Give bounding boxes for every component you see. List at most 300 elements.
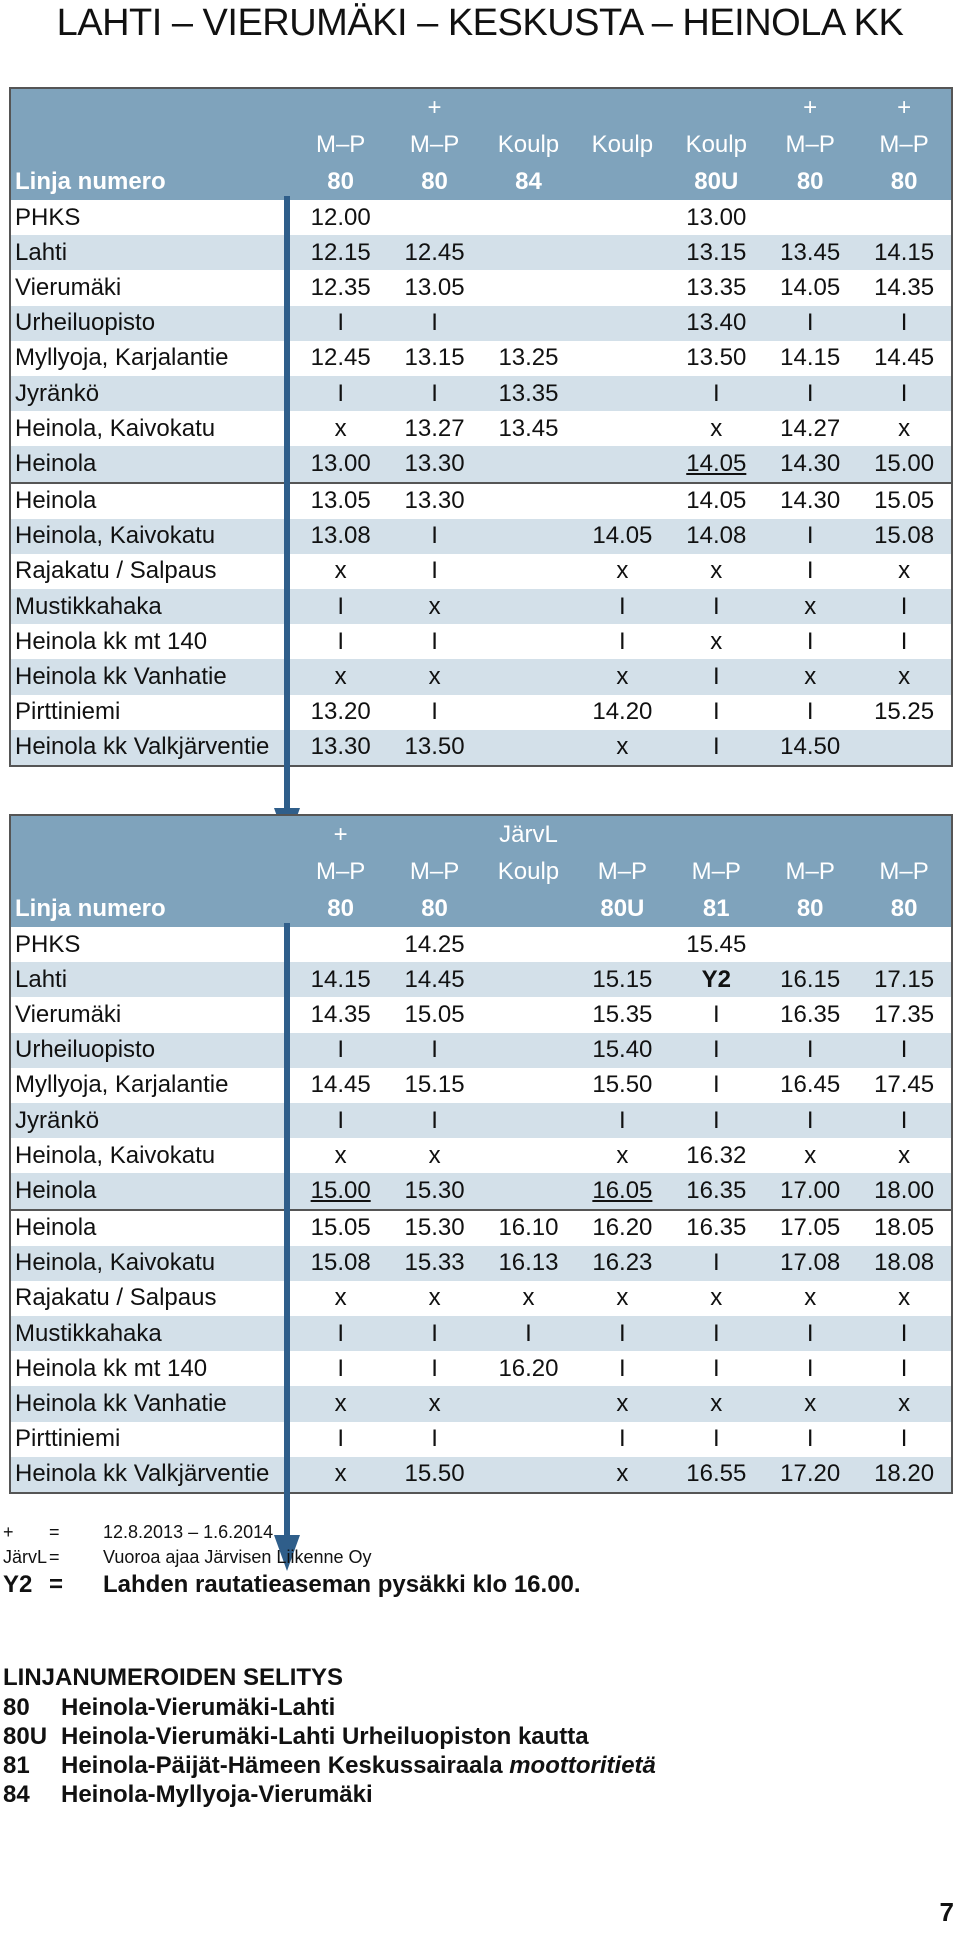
- departure-time: 15.05: [874, 487, 935, 515]
- departure-time: 16.20: [498, 1354, 559, 1382]
- legend-symbol: Y2: [3, 1571, 33, 1598]
- departure-time: 13.20: [310, 698, 371, 726]
- stop-name: Heinola kk Valkjärventie: [15, 733, 270, 761]
- header-type: Koulp: [685, 130, 747, 158]
- route-explanation: [3, 1694, 656, 1723]
- departure-time: 14.30: [780, 449, 841, 477]
- stop-name: Heinola: [15, 1176, 97, 1204]
- departure-time: I: [431, 1319, 438, 1347]
- departure-time: 17.45: [874, 1071, 935, 1099]
- departure-time: x: [710, 1390, 723, 1418]
- departure-time: 14.05: [592, 522, 653, 550]
- table-row: [11, 695, 951, 730]
- departure-time: x: [804, 1284, 817, 1312]
- departure-time: 17.20: [780, 1460, 841, 1488]
- departure-time: 12.35: [310, 273, 371, 301]
- departure-time: 14.05: [686, 487, 747, 515]
- route-code: 80: [3, 1694, 30, 1721]
- departure-time: 17.15: [874, 965, 935, 993]
- departure-time: I: [900, 1425, 908, 1453]
- departure-time: x: [428, 1284, 441, 1312]
- departure-time: x: [616, 1390, 629, 1418]
- legend-equals: =: [49, 1547, 60, 1567]
- departure-time: 14.35: [874, 273, 935, 301]
- departure-time: x: [334, 1390, 347, 1418]
- table-row: [11, 659, 951, 694]
- departure-time: 17.05: [780, 1214, 841, 1242]
- header-line: 80U: [600, 894, 645, 922]
- departure-time: x: [616, 663, 629, 691]
- stop-name: Heinola kk mt 140: [15, 627, 208, 655]
- stop-name: Vierumäki: [15, 273, 122, 301]
- departure-time: I: [806, 698, 814, 726]
- departure-time: 12.45: [404, 238, 465, 266]
- departure-time: I: [806, 557, 814, 585]
- stop-name: Heinola: [15, 1214, 97, 1242]
- departure-time: I: [712, 592, 720, 620]
- departure-time: I: [431, 379, 438, 407]
- stop-name: Heinola, Kaivokatu: [15, 522, 216, 550]
- departure-time: 15.05: [310, 1214, 371, 1242]
- stop-name: PHKS: [15, 930, 81, 958]
- table-row: [11, 1138, 951, 1173]
- table-row: [11, 376, 951, 411]
- departure-time: I: [525, 1319, 532, 1347]
- table-row: [11, 1173, 951, 1208]
- departure-time: 13.15: [686, 238, 747, 266]
- departure-time: I: [619, 1106, 626, 1134]
- departure-time: 14.15: [310, 965, 371, 993]
- departure-time: 15.08: [310, 1249, 371, 1277]
- departure-time: 13.15: [404, 344, 465, 372]
- departure-time: 13.50: [686, 344, 747, 372]
- stop-name: Heinola kk Vanhatie: [15, 663, 227, 691]
- header-line: 80: [327, 894, 354, 922]
- stop-name: Heinola: [15, 487, 97, 515]
- stop-name: Myllyoja, Karjalantie: [15, 344, 229, 372]
- departure-time: 13.45: [498, 414, 559, 442]
- route-number-label: Linja numero: [15, 894, 166, 922]
- departure-time: x: [898, 1390, 911, 1418]
- table-row: [11, 554, 951, 589]
- departure-time: 18.08: [874, 1249, 935, 1277]
- departure-time: 16.35: [686, 1176, 747, 1204]
- departure-time: x: [804, 663, 817, 691]
- departure-time: x: [898, 1284, 911, 1312]
- route-code: 81: [3, 1752, 30, 1779]
- table-row: [11, 962, 951, 997]
- departure-time: I: [806, 627, 814, 655]
- departure-time: 16.35: [686, 1214, 747, 1242]
- departure-time: I: [337, 1106, 344, 1134]
- header-type: M–P: [879, 130, 929, 158]
- table-row: [11, 1103, 951, 1138]
- stop-name: Heinola kk Valkjärventie: [15, 1460, 270, 1488]
- departure-time: 15.45: [686, 930, 747, 958]
- route-number-label: Linja numero: [15, 167, 166, 195]
- departure-time: 13.00: [310, 449, 371, 477]
- table-row: [11, 1033, 951, 1068]
- route-explanation: [3, 1723, 656, 1752]
- legend-symbol: +: [3, 1522, 14, 1542]
- table-row: [11, 1351, 951, 1386]
- departure-time: I: [900, 1106, 908, 1134]
- departure-time: 14.27: [780, 414, 841, 442]
- header-type: M–P: [597, 857, 648, 885]
- departure-time: 16.32: [686, 1141, 747, 1169]
- stop-name: Jyränkö: [15, 1106, 100, 1134]
- departure-time: I: [806, 379, 814, 407]
- table-row: [11, 589, 951, 624]
- departure-time: I: [619, 1319, 626, 1347]
- departure-time: 16.35: [780, 1000, 841, 1028]
- departure-time: I: [900, 309, 908, 337]
- table-row: [11, 1209, 951, 1246]
- departure-time: x: [710, 414, 723, 442]
- page-number: 7: [939, 1897, 954, 1927]
- departure-time: x: [804, 592, 817, 620]
- legend-item: [3, 1545, 581, 1570]
- route-description: Heinola-Myllyoja-Vierumäki: [61, 1781, 373, 1808]
- departure-time: I: [900, 379, 908, 407]
- route-explanations: [3, 1664, 656, 1810]
- departure-time: 14.45: [404, 965, 465, 993]
- header-line: 80: [421, 894, 448, 922]
- header-line: 80: [796, 894, 824, 922]
- departure-time: I: [712, 1319, 720, 1347]
- route-explanations-title: LINJANUMEROIDEN SELITYS: [3, 1664, 344, 1691]
- header-type: M–P: [315, 857, 366, 885]
- table-row: [11, 446, 951, 481]
- table-row: [11, 997, 951, 1032]
- departure-time: 15.30: [404, 1214, 465, 1242]
- timetable-rows: [11, 927, 951, 1492]
- header-line: 84: [515, 167, 542, 195]
- page-title: LAHTI – VIERUMÄKI – KESKUSTA – HEINOLA KK: [56, 2, 904, 44]
- header-type: M–P: [879, 857, 929, 885]
- departure-time: 15.50: [404, 1460, 465, 1488]
- departure-time: 15.40: [592, 1036, 653, 1064]
- departure-time: 12.15: [310, 238, 371, 266]
- departure-time: x: [898, 1141, 911, 1169]
- header-type: M–P: [691, 857, 741, 885]
- departure-time: I: [431, 627, 438, 655]
- header-mark: +: [427, 93, 442, 121]
- departure-time: 13.08: [310, 522, 371, 550]
- stop-name: Urheiluopisto: [15, 309, 156, 337]
- departure-time: I: [337, 379, 344, 407]
- departure-time: x: [804, 1390, 817, 1418]
- departure-time: 13.00: [686, 203, 747, 231]
- departure-time: 16.05: [592, 1176, 653, 1204]
- stop-name: Urheiluopisto: [15, 1036, 156, 1064]
- departure-time: x: [616, 557, 629, 585]
- departure-time: I: [900, 1319, 908, 1347]
- stop-name: Heinola kk mt 140: [15, 1354, 208, 1382]
- direction-arrow-icon: [274, 196, 300, 845]
- departure-time: 14.45: [874, 344, 935, 372]
- departure-time: x: [616, 1460, 629, 1488]
- departure-time: x: [428, 663, 441, 691]
- table-row: [11, 1246, 951, 1281]
- header-line: 80: [890, 894, 918, 922]
- table-row: [11, 1316, 951, 1351]
- header-type: Koulp: [497, 857, 560, 885]
- departure-time: I: [431, 1106, 438, 1134]
- header-line: 80: [890, 167, 918, 195]
- departure-time: 17.00: [780, 1176, 841, 1204]
- departure-time: I: [712, 698, 720, 726]
- departure-time: I: [431, 1354, 438, 1382]
- route-description: Heinola-Päijät-Hämeen Keskussairaala moottoritietä: [61, 1752, 656, 1779]
- departure-time: 17.08: [780, 1249, 841, 1277]
- table-row: [11, 519, 951, 554]
- departure-time: x: [334, 1460, 347, 1488]
- departure-time: 15.15: [592, 965, 653, 993]
- departure-time: x: [334, 1284, 347, 1312]
- departure-time: I: [712, 1071, 720, 1099]
- departure-time: 16.20: [592, 1214, 653, 1242]
- departure-time: x: [522, 1284, 535, 1312]
- departure-time: 12.00: [310, 203, 371, 231]
- stop-name: Heinola, Kaivokatu: [15, 1249, 216, 1277]
- stop-name: PHKS: [15, 203, 81, 231]
- departure-time: I: [337, 627, 344, 655]
- departure-time: I: [806, 309, 814, 337]
- departure-time: 15.35: [592, 1000, 653, 1028]
- stop-name: Myllyoja, Karjalantie: [15, 1071, 229, 1099]
- departure-time: 16.55: [686, 1460, 747, 1488]
- stop-name: Vierumäki: [15, 1000, 122, 1028]
- header-line: 81: [702, 894, 730, 922]
- route-explanation: [3, 1781, 656, 1810]
- departure-time: 15.05: [404, 1000, 465, 1028]
- departure-time: 13.25: [498, 344, 559, 372]
- route-description-emphasis: moottoritietä: [509, 1752, 656, 1779]
- stop-name: Mustikkahaka: [15, 592, 162, 620]
- departure-time: I: [806, 1319, 814, 1347]
- timetable-header: [11, 816, 951, 927]
- departure-time: I: [431, 1036, 438, 1064]
- departure-time: 15.30: [404, 1176, 465, 1204]
- departure-time: I: [806, 1425, 814, 1453]
- departure-time: I: [712, 379, 720, 407]
- legend-symbol: JärvL: [3, 1547, 48, 1567]
- table-row: [11, 1422, 951, 1457]
- route-code: 80U: [3, 1723, 48, 1750]
- departure-time: 15.15: [404, 1071, 465, 1099]
- departure-time: x: [710, 557, 723, 585]
- departure-time: 16.13: [498, 1249, 559, 1277]
- departure-time: x: [898, 663, 911, 691]
- departure-time: 15.25: [874, 698, 935, 726]
- departure-time: I: [806, 1036, 814, 1064]
- legend-equals: =: [49, 1571, 64, 1598]
- stop-name: Heinola: [15, 449, 97, 477]
- departure-time: 13.35: [498, 379, 559, 407]
- departure-time: 14.35: [310, 1000, 371, 1028]
- departure-time: I: [806, 1106, 814, 1134]
- stop-name: Lahti: [15, 238, 68, 266]
- stop-name: Pirttiniemi: [15, 698, 121, 726]
- departure-time: I: [431, 557, 438, 585]
- departure-time: I: [619, 1354, 626, 1382]
- departure-time: I: [806, 1354, 814, 1382]
- header-type: M–P: [785, 857, 835, 885]
- route-explanation: [3, 1752, 656, 1781]
- table-row: [11, 1386, 951, 1421]
- departure-time: 14.20: [592, 698, 653, 726]
- stop-name: Rajakatu / Salpaus: [15, 1284, 217, 1312]
- header-type: Koulp: [591, 130, 654, 158]
- table-row: [11, 1281, 951, 1316]
- header-mark: +: [897, 93, 912, 121]
- route-description: Heinola-Vierumäki-Lahti: [61, 1694, 336, 1721]
- departure-time: I: [619, 627, 626, 655]
- departure-time: I: [431, 522, 438, 550]
- departure-time: I: [900, 1354, 908, 1382]
- table-row: [11, 411, 951, 446]
- departure-time: 13.50: [404, 733, 465, 761]
- departure-time: I: [712, 1249, 720, 1277]
- departure-time: 14.50: [780, 733, 841, 761]
- departure-time: 14.30: [780, 487, 841, 515]
- departure-time: 18.20: [874, 1460, 935, 1488]
- header-mark: +: [803, 93, 818, 121]
- timetable-header: [11, 89, 951, 200]
- departure-time: 13.05: [404, 273, 465, 301]
- legend-text: Vuoroa ajaa Järvisen Liikenne Oy: [103, 1547, 372, 1567]
- departure-time: 16.45: [780, 1071, 841, 1099]
- departure-time: 14.15: [780, 344, 841, 372]
- legend-item: [3, 1570, 581, 1600]
- header-type: M–P: [409, 857, 460, 885]
- table-row: [11, 730, 951, 765]
- departure-time: 15.00: [310, 1176, 371, 1204]
- departure-time: I: [900, 592, 908, 620]
- departure-time: I: [712, 733, 720, 761]
- departure-time: I: [431, 698, 438, 726]
- departure-time: 14.08: [686, 522, 747, 550]
- departure-time: 15.00: [874, 449, 935, 477]
- departure-time: I: [337, 1036, 344, 1064]
- stop-name: Mustikkahaka: [15, 1319, 162, 1347]
- table-row: [11, 306, 951, 341]
- departure-time: x: [804, 1141, 817, 1169]
- departure-time: x: [710, 1284, 723, 1312]
- legend-item: [3, 1520, 581, 1545]
- legend-equals: =: [49, 1522, 60, 1542]
- departure-time: 14.05: [780, 273, 841, 301]
- table-row: [11, 1068, 951, 1103]
- departure-time: 15.50: [592, 1071, 653, 1099]
- departure-time: I: [712, 1354, 720, 1382]
- table-row: [11, 624, 951, 659]
- departure-time: x: [334, 1141, 347, 1169]
- stop-name: Pirttiniemi: [15, 1425, 121, 1453]
- departure-time: 13.30: [404, 449, 465, 477]
- departure-time: x: [334, 663, 347, 691]
- departure-time: 16.23: [592, 1249, 653, 1277]
- departure-time: I: [806, 522, 814, 550]
- departure-time: I: [337, 1319, 344, 1347]
- stop-name: Heinola, Kaivokatu: [15, 1141, 216, 1169]
- header-type: Koulp: [497, 130, 560, 158]
- legend-text: 12.8.2013 – 1.6.2014: [103, 1522, 274, 1542]
- timetable-rows: [11, 200, 951, 765]
- departure-time: I: [337, 592, 344, 620]
- departure-time: I: [712, 1425, 720, 1453]
- table-row: [11, 270, 951, 305]
- departure-time: 14.05: [686, 449, 747, 477]
- departure-time: 13.30: [310, 733, 371, 761]
- departure-time: I: [431, 309, 438, 337]
- departure-time: 13.05: [310, 487, 371, 515]
- table-row: [11, 482, 951, 519]
- departure-time: 13.45: [780, 238, 841, 266]
- departure-time: x: [710, 627, 723, 655]
- departure-time: x: [334, 414, 347, 442]
- departure-time: I: [712, 1106, 720, 1134]
- departure-time: I: [900, 627, 908, 655]
- departure-time: 17.35: [874, 1000, 935, 1028]
- departure-time: 15.08: [874, 522, 935, 550]
- departure-time: 14.25: [404, 930, 465, 958]
- departure-time: x: [898, 414, 911, 442]
- departure-time: I: [712, 1000, 720, 1028]
- departure-time: 18.05: [874, 1214, 935, 1242]
- header-line: 80: [327, 167, 354, 195]
- direction-arrow-icon: [274, 923, 300, 1572]
- departure-time: 14.45: [310, 1071, 371, 1099]
- timetable-2: [9, 814, 953, 1494]
- legend-text: Lahden rautatieaseman pysäkki klo 16.00.: [103, 1571, 581, 1598]
- departure-time: 12.45: [310, 344, 371, 372]
- departure-time: Y2: [701, 965, 731, 993]
- departure-time: x: [428, 592, 441, 620]
- departure-time: 16.10: [498, 1214, 559, 1242]
- departure-time: 13.30: [404, 487, 465, 515]
- departure-time: I: [712, 663, 720, 691]
- departure-time: I: [431, 1425, 438, 1453]
- departure-time: I: [900, 1036, 908, 1064]
- table-row: [11, 200, 951, 235]
- departure-time: I: [619, 592, 626, 620]
- timetable-1: [9, 87, 953, 767]
- header-line: 80: [421, 167, 448, 195]
- stop-name: Rajakatu / Salpaus: [15, 557, 217, 585]
- departure-time: x: [334, 557, 347, 585]
- header-line: 80: [796, 167, 824, 195]
- departure-time: I: [337, 309, 344, 337]
- departure-time: x: [616, 1284, 629, 1312]
- stop-name: Jyränkö: [15, 379, 100, 407]
- departure-time: x: [428, 1390, 441, 1418]
- stop-name: Lahti: [15, 965, 68, 993]
- header-mark: +: [333, 820, 348, 848]
- departure-time: x: [898, 557, 911, 585]
- stop-name: Heinola kk Vanhatie: [15, 1390, 227, 1418]
- departure-time: 18.00: [874, 1176, 935, 1204]
- departure-time: x: [616, 1141, 629, 1169]
- stop-name: Heinola, Kaivokatu: [15, 414, 216, 442]
- header-type: M–P: [785, 130, 835, 158]
- table-row: [11, 927, 951, 962]
- departure-time: 15.33: [404, 1249, 465, 1277]
- table-row: [11, 1457, 951, 1492]
- departure-time: 13.40: [686, 309, 747, 337]
- departure-time: 13.35: [686, 273, 747, 301]
